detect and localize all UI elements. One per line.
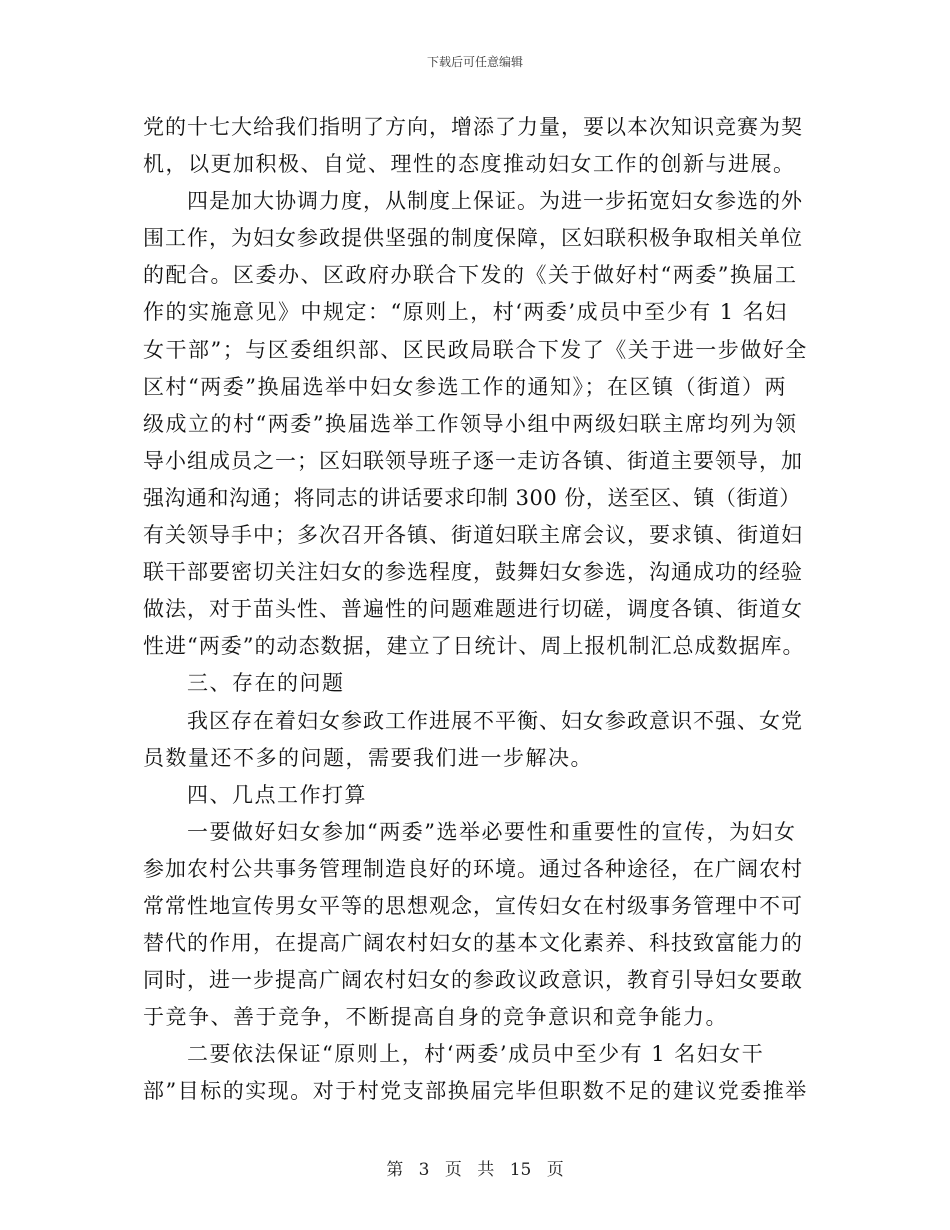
text-line: 导小组成员之一；区妇联领导班子逐一走访各镇、街道主要领导，加 xyxy=(143,448,803,473)
text-line: 作的实施意见》中规定：“原则上，村‘两委’成员中至少有 1 名妇 xyxy=(143,300,788,325)
document-body xyxy=(143,109,808,1111)
footer-total-pages: 15 xyxy=(509,1160,532,1180)
text-line: 部”目标的实现。对于村党支部换届完毕但职数不足的建议党委推举 xyxy=(143,1079,808,1104)
text-line: 性进“两委”的动态数据，建立了日统计、周上报机制汇总成数据库。 xyxy=(143,634,805,659)
text-line: 一要做好妇女参加“两委”选举必要性和重要性的宣传，为妇女 xyxy=(187,819,797,844)
text-line: 做法，对于苗头性、普遍性的问题难题进行切磋，调度各镇、街道女 xyxy=(143,597,803,622)
page-header: 下载后可任意编辑 xyxy=(426,55,523,69)
text-line: 区村“两委”换届选举中妇女参选工作的通知》；在区镇（街道）两 xyxy=(143,374,787,399)
footer-current-page: 3 xyxy=(418,1160,430,1180)
text-line: 于竞争、善于竞争，不断提高自身的竞争意识和竞争能力。 xyxy=(143,1005,728,1030)
text-line: 替代的作用，在提高广阔农村妇女的基本文化素养、科技致富能力的 xyxy=(143,931,803,956)
text-line: 常常性地宣传男女平等的思想观念，宣传妇女在村级事务管理中不可 xyxy=(143,893,803,918)
text-line: 围工作，为妇女参政提供坚强的制度保障，区妇联积极争取相关单位 xyxy=(143,226,803,251)
text-line: 四是加大协调力度，从制度上保证。为进一步拓宽妇女参选的外 xyxy=(187,189,803,214)
text-line: 的配合。区委办、区政府办联合下发的《关于做好村“两委”换届工 xyxy=(143,263,798,288)
text-line: 女干部”；与区委组织部、区民政局联合下发了《关于进一步做好全 xyxy=(143,337,808,362)
text-line: 四、几点工作打算 xyxy=(187,782,367,807)
text-line: 参加农村公共事务管理制造良好的环境。通过各种途径，在广阔农村 xyxy=(143,856,803,881)
footer-total-word: 共 xyxy=(477,1160,495,1180)
text-line: 联干部要密切关注妇女的参选程度，鼓舞妇女参选，沟通成功的经验 xyxy=(143,560,803,585)
text-line: 二要依法保证“原则上，村‘两委’成员中至少有 1 名妇女干 xyxy=(187,1042,765,1067)
footer-page-prefix: 第 xyxy=(386,1160,404,1180)
text-line: 员数量还不多的问题，需要我们进一步解决。 xyxy=(143,745,593,770)
text-line: 同时，进一步提高广阔农村妇女的参政议政意识，教育引导妇女要敢 xyxy=(143,968,803,993)
text-line: 强沟通和沟通；将同志的讲话要求印制 300 份，送至区、镇（街道） xyxy=(143,485,801,510)
text-line: 三、存在的问题 xyxy=(187,671,345,696)
page-footer xyxy=(0,1155,950,1180)
text-line: 有关领导手中；多次召开各镇、街道妇联主席会议，要求镇、街道妇 xyxy=(143,523,803,548)
footer-page-word: 页 xyxy=(444,1160,462,1180)
footer-page-suffix: 页 xyxy=(546,1160,564,1180)
text-line: 党的十七大给我们指明了方向，增添了力量，要以本次知识竞赛为契 xyxy=(143,115,803,139)
text-line: 我区存在着妇女参政工作进展不平衡、妇女参政意识不强、女党 xyxy=(187,708,803,733)
text-line: 级成立的村“两委”换届选举工作领导小组中两级妇联主席均列为领 xyxy=(143,411,798,436)
text-line: 机，以更加积极、自觉、理性的态度推动妇女工作的创新与进展。 xyxy=(143,152,796,177)
